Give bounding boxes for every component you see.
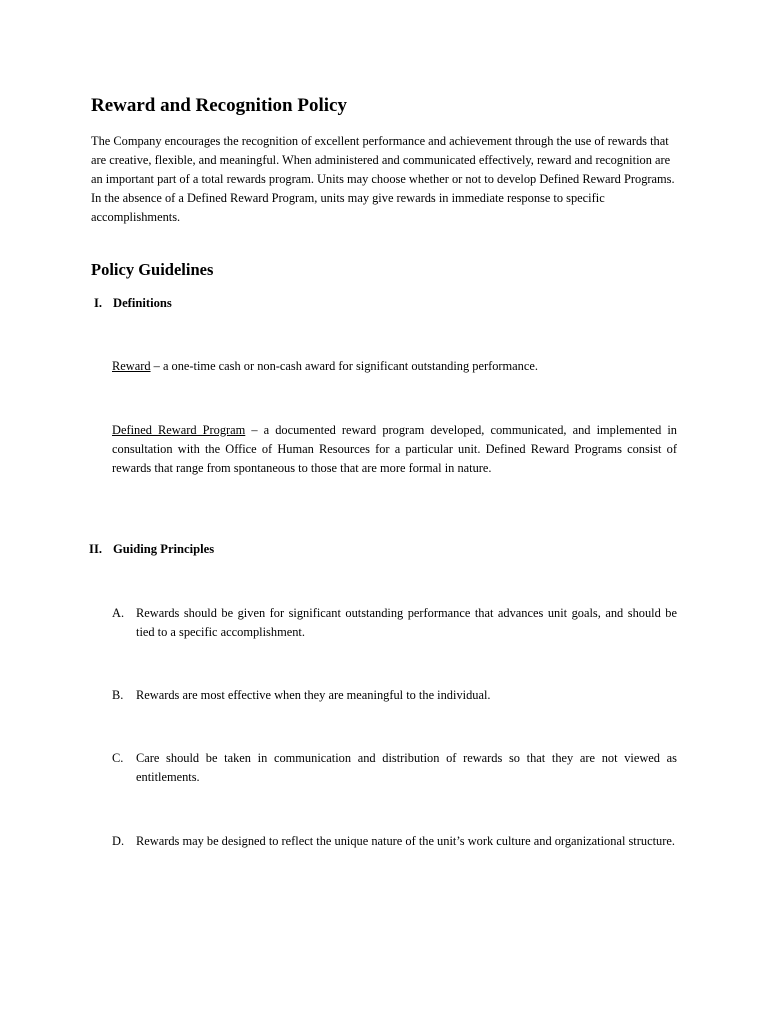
definition-text: – a one-time cash or non-cash award for significant outstanding performance.	[150, 359, 538, 373]
intro-paragraph: The Company encourages the recognition of excellent performance and achievement through the use of rewards that are creative, flexible, and meaningful. When administered and communicated effectively, reward and recognition are an important part of a total rewards program. Units may choose whether or not to develop Defined Reward Programs. In the absence of a Defined Reward Program, units may give rewards in immediate response to specific accomplishments.	[91, 134, 675, 224]
definition-defined-reward-program	[112, 421, 677, 478]
definition-text: – a documented reward program developed, communicated, and implemented in consultation with the Office of Human Resources for a particular unit. Defined Reward Programs consist of rewards that range from spontaneous to those that are more formal in nature.	[112, 423, 677, 475]
item-text: Rewards should be given for significant outstanding performance that advances unit goals, and should be tied to a specific accomplishment.	[136, 606, 677, 639]
section-number: II.	[89, 542, 102, 556]
item-text: Rewards may be designed to reflect the unique nature of the unit’s work culture and organizational structure.	[136, 834, 675, 848]
section-number: I.	[93, 296, 102, 310]
section-label: Guiding Principles	[113, 542, 215, 556]
definition-term: Defined Reward Program	[112, 423, 246, 437]
item-letter: B.	[112, 688, 124, 702]
definition-term: Reward	[112, 359, 151, 373]
section-heading-definitions	[0, 296, 768, 314]
page-title: Reward and Recognition Policy	[91, 95, 347, 116]
item-letter: D.	[112, 834, 125, 848]
section-label: Definitions	[113, 296, 172, 310]
item-letter: C.	[112, 751, 124, 765]
item-text: Care should be taken in communication and distribution of rewards so that they are not viewed as entitlements.	[136, 751, 677, 784]
item-text: Rewards are most effective when they are meaningful to the individual.	[136, 688, 491, 702]
definition-reward	[112, 357, 677, 376]
principle-item	[112, 749, 677, 789]
section-heading-guiding-principles	[0, 542, 768, 560]
item-letter: A.	[112, 606, 125, 620]
principle-item	[112, 604, 677, 644]
policy-guidelines-heading: Policy Guidelines	[91, 260, 214, 279]
principle-item	[112, 832, 677, 872]
principle-item	[112, 686, 677, 706]
